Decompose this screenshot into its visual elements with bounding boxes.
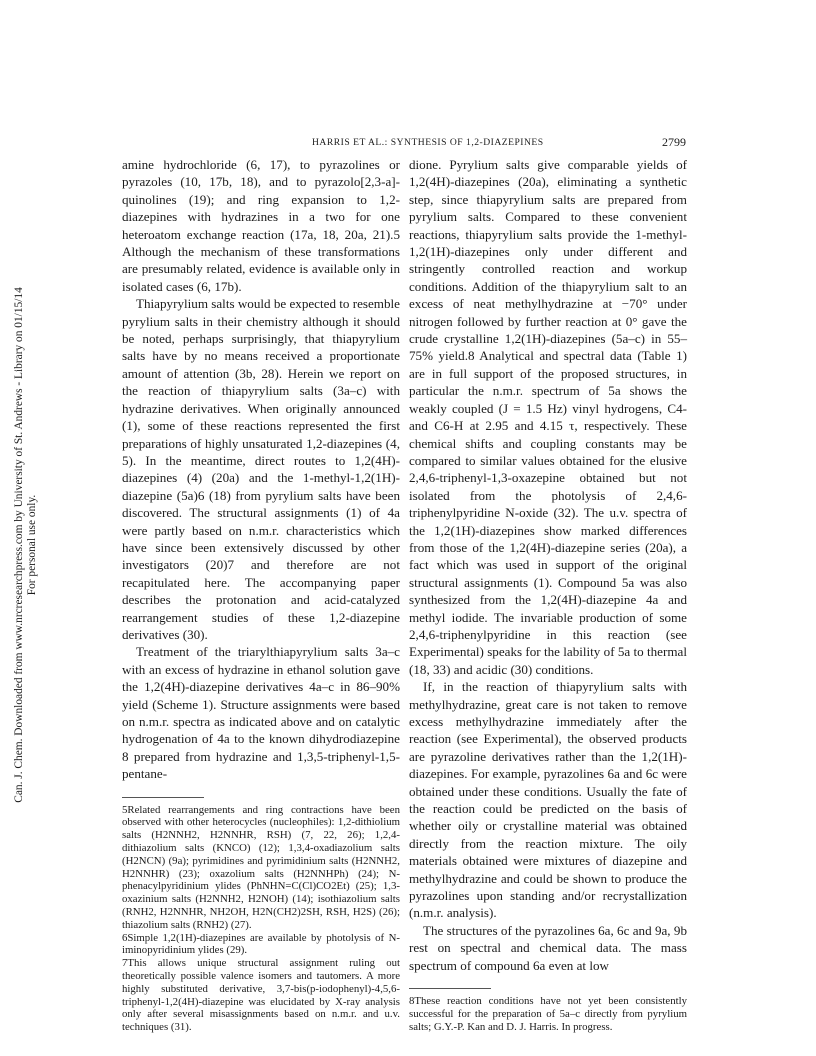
footnote-rule xyxy=(409,988,491,989)
paragraph: amine hydrochloride (6, 17), to pyrazolines or pyrazoles (10, 17b, 18), and to pyrazolo[2,3-a]-quinolines (19); and ring expansion to 1,2-diazepines with hydrazines in a two for one heteroatom exchange reaction (17a, 18, 20a, 21).5 Although the mechanism of these transformations are presumably related, evidence is available only in isolated cases (6, 17b). xyxy=(122,157,400,294)
download-watermark xyxy=(3,287,38,803)
running-title: HARRIS ET AL.: SYNTHESIS OF 1,2-DIAZEPINES xyxy=(312,137,544,148)
paragraph: If, in the reaction of thiapyrylium salts with methylhydrazine, great care is not taken to remove excess methylhydrazine immediately after the reaction (see Experimental), the observed products are pyrazoline derivatives rather than the 1,2(1H)-diazepines. For example, pyrazolines 6a and 6c were obtained under these conditions. Usually the fate of the reaction could be predicted on the basis of whether oily or crystalline material was obtained directly from the reaction mixture. The oily materials obtained were mixtures of diazepine and methylhydrazine and could be shown to produce the pyrazolines upon standing and/or recrystallization (n.m.r. analysis). xyxy=(409,679,687,921)
paragraph: Treatment of the triarylthiapyrylium salts 3a–c with an excess of hydrazine in ethanol solution gave the 1,2(4H)-diazepine derivatives 4a–c in 86–90% yield (Scheme 1). Structure assignments were based on n.m.r. spectra as indicated above and on catalytic hydrogenation of 4a to the known dihydrodiazepine 8 prepared from hydrazine and 1,3,5-triphenyl-1,5-pentane- xyxy=(122,644,400,782)
paragraph: dione. Pyrylium salts give comparable yields of 1,2(4H)-diazepines (20a), eliminating a synthetic step, since thiapyrylium salts are prepared from pyrylium salts. Compared to these convenient reactions, thiapyrylium salts provide the 1-methyl-1,2(1H)-diazepines only under different and stringently controlled reaction and workup conditions. Addition of the thiapyrylium salt to an excess of neat methylhydrazine at −70° under nitrogen followed by further reaction at 0° gave the crude crystalline 1,2(1H)-diazepines (5a–c) in 55–75% yield.8 Analytical and spectral data (Table 1) are in full support of the proposed structures, in particular the n.m.r. spectrum of 5a shows the weakly coupled (J = 1.5 Hz) vinyl hydrogens, C4- and C6-H at 2.95 and 4.15 τ, respectively. These chemical shifts and coupling constants may be compared to similar values obtained for the elusive 2,4,6-triphenyl-1,3-oxazepine obtained but not isolated from the photolysis of 2,4,6-triphenylpyridine N-oxide (32). The u.v. spectra of the 1,2(1H)-diazepines show marked differences from those of the 1,2(4H)-diazepine series (20a), a fact which was used in support of the original structural assignments (1). Compound 5a was also synthesized from the 1,2(4H)-diazepine 4a and methyl iodide. The invariable production of some 2,4,6-triphenylpyridine in this reaction (see Experimental) speaks for the lability of 5a to thermal (18, 33) and acidic (30) conditions. xyxy=(409,157,687,677)
footnote: 5Related rearrangements and ring contractions have been observed with other heterocycles (nucleophiles): 1,2-dithiolium salts (H2NNH2, H2NNHR, RSH) (7, 22, 26); 1,2,4-dithiazolium salts (KNCO) (12); 1,3,4-oxadiazolium salts (H2NCN) (9a); pyrimidines and pyrimidinium salts (H2NNH2, H2NNHR) (23); oxazolium salts (H2NNHPh) (24); N-phenacylpyridinium ylides (PhNHN=C(Cl)CO2Et) (25); 1,3-oxazinium salts (H2NNH2, H2NOH) (14); isothiazolium salts (RNH2, H2NNHR, NH2OH, H2N(CH2)2SH, RSH, H2S) (26); thiazolium salts (RNH2) (27). xyxy=(122,803,400,931)
page-number: 2799 xyxy=(662,135,686,149)
footnote: 8These reaction conditions have not yet been consistently successful for the preparation of 5a–c directly from pyrylium salts; G.Y.-P. Kan and D. J. Harris. In progress. xyxy=(409,995,687,1033)
running-header xyxy=(122,136,686,150)
watermark-line-2: For personal use only. xyxy=(26,494,38,596)
footnote: 6Simple 1,2(1H)-diazepines are available by photolysis of N-iminopyridinium ylides (29). xyxy=(122,931,400,957)
left-column xyxy=(122,156,400,1034)
paragraph: Thiapyrylium salts would be expected to resemble pyrylium salts in their chemistry although it should be noted, perhaps surprisingly, that thiapyrylium salts have by no means received a proportionate amount of attention (3b, 28). Herein we report on the reaction of thiapyrylium salts (3a–c) with hydrazine derivatives. When originally announced (1), some of these reactions represented the first preparations of highly unsaturated 1,2-diazepines (4, 5). In the meantime, direct routes to 1,2(4H)-diazepines (4) (20a) and the 1-methyl-1,2(1H)-diazepine (5a)6 (18) from pyrylium salts have been discovered. The structural assignments (1) of 4a were partly based on n.m.r. characteristics which have since been extensively discussed by other investigators (20)7 and therefore are not recapitulated here. The accompanying paper describes the protonation and acid-catalyzed rearrangement studies of these 1,2-diazepine derivatives (30). xyxy=(122,296,400,642)
right-column xyxy=(409,156,687,1033)
watermark-line-1: Can. J. Chem. Downloaded from www.nrcresearchpress.com by University of St. Andrews - Library on 01/15/14 xyxy=(13,287,25,803)
footnote-rule xyxy=(122,797,204,798)
footnote: 7This allows unique structural assignment ruling out theoretically possible valence isomers and tautomers. A more highly substituted derivative, 3,7-bis(p-iodophenyl)-4,5,6-triphenyl-1,2(4H)-diazepine was elucidated by X-ray analysis only after several misassignments based on n.m.r. and u.v. techniques (31). xyxy=(122,957,400,1034)
paragraph: The structures of the pyrazolines 6a, 6c and 9a, 9b rest on spectral and chemical data. The mass spectrum of compound 6a even at low xyxy=(409,922,687,973)
